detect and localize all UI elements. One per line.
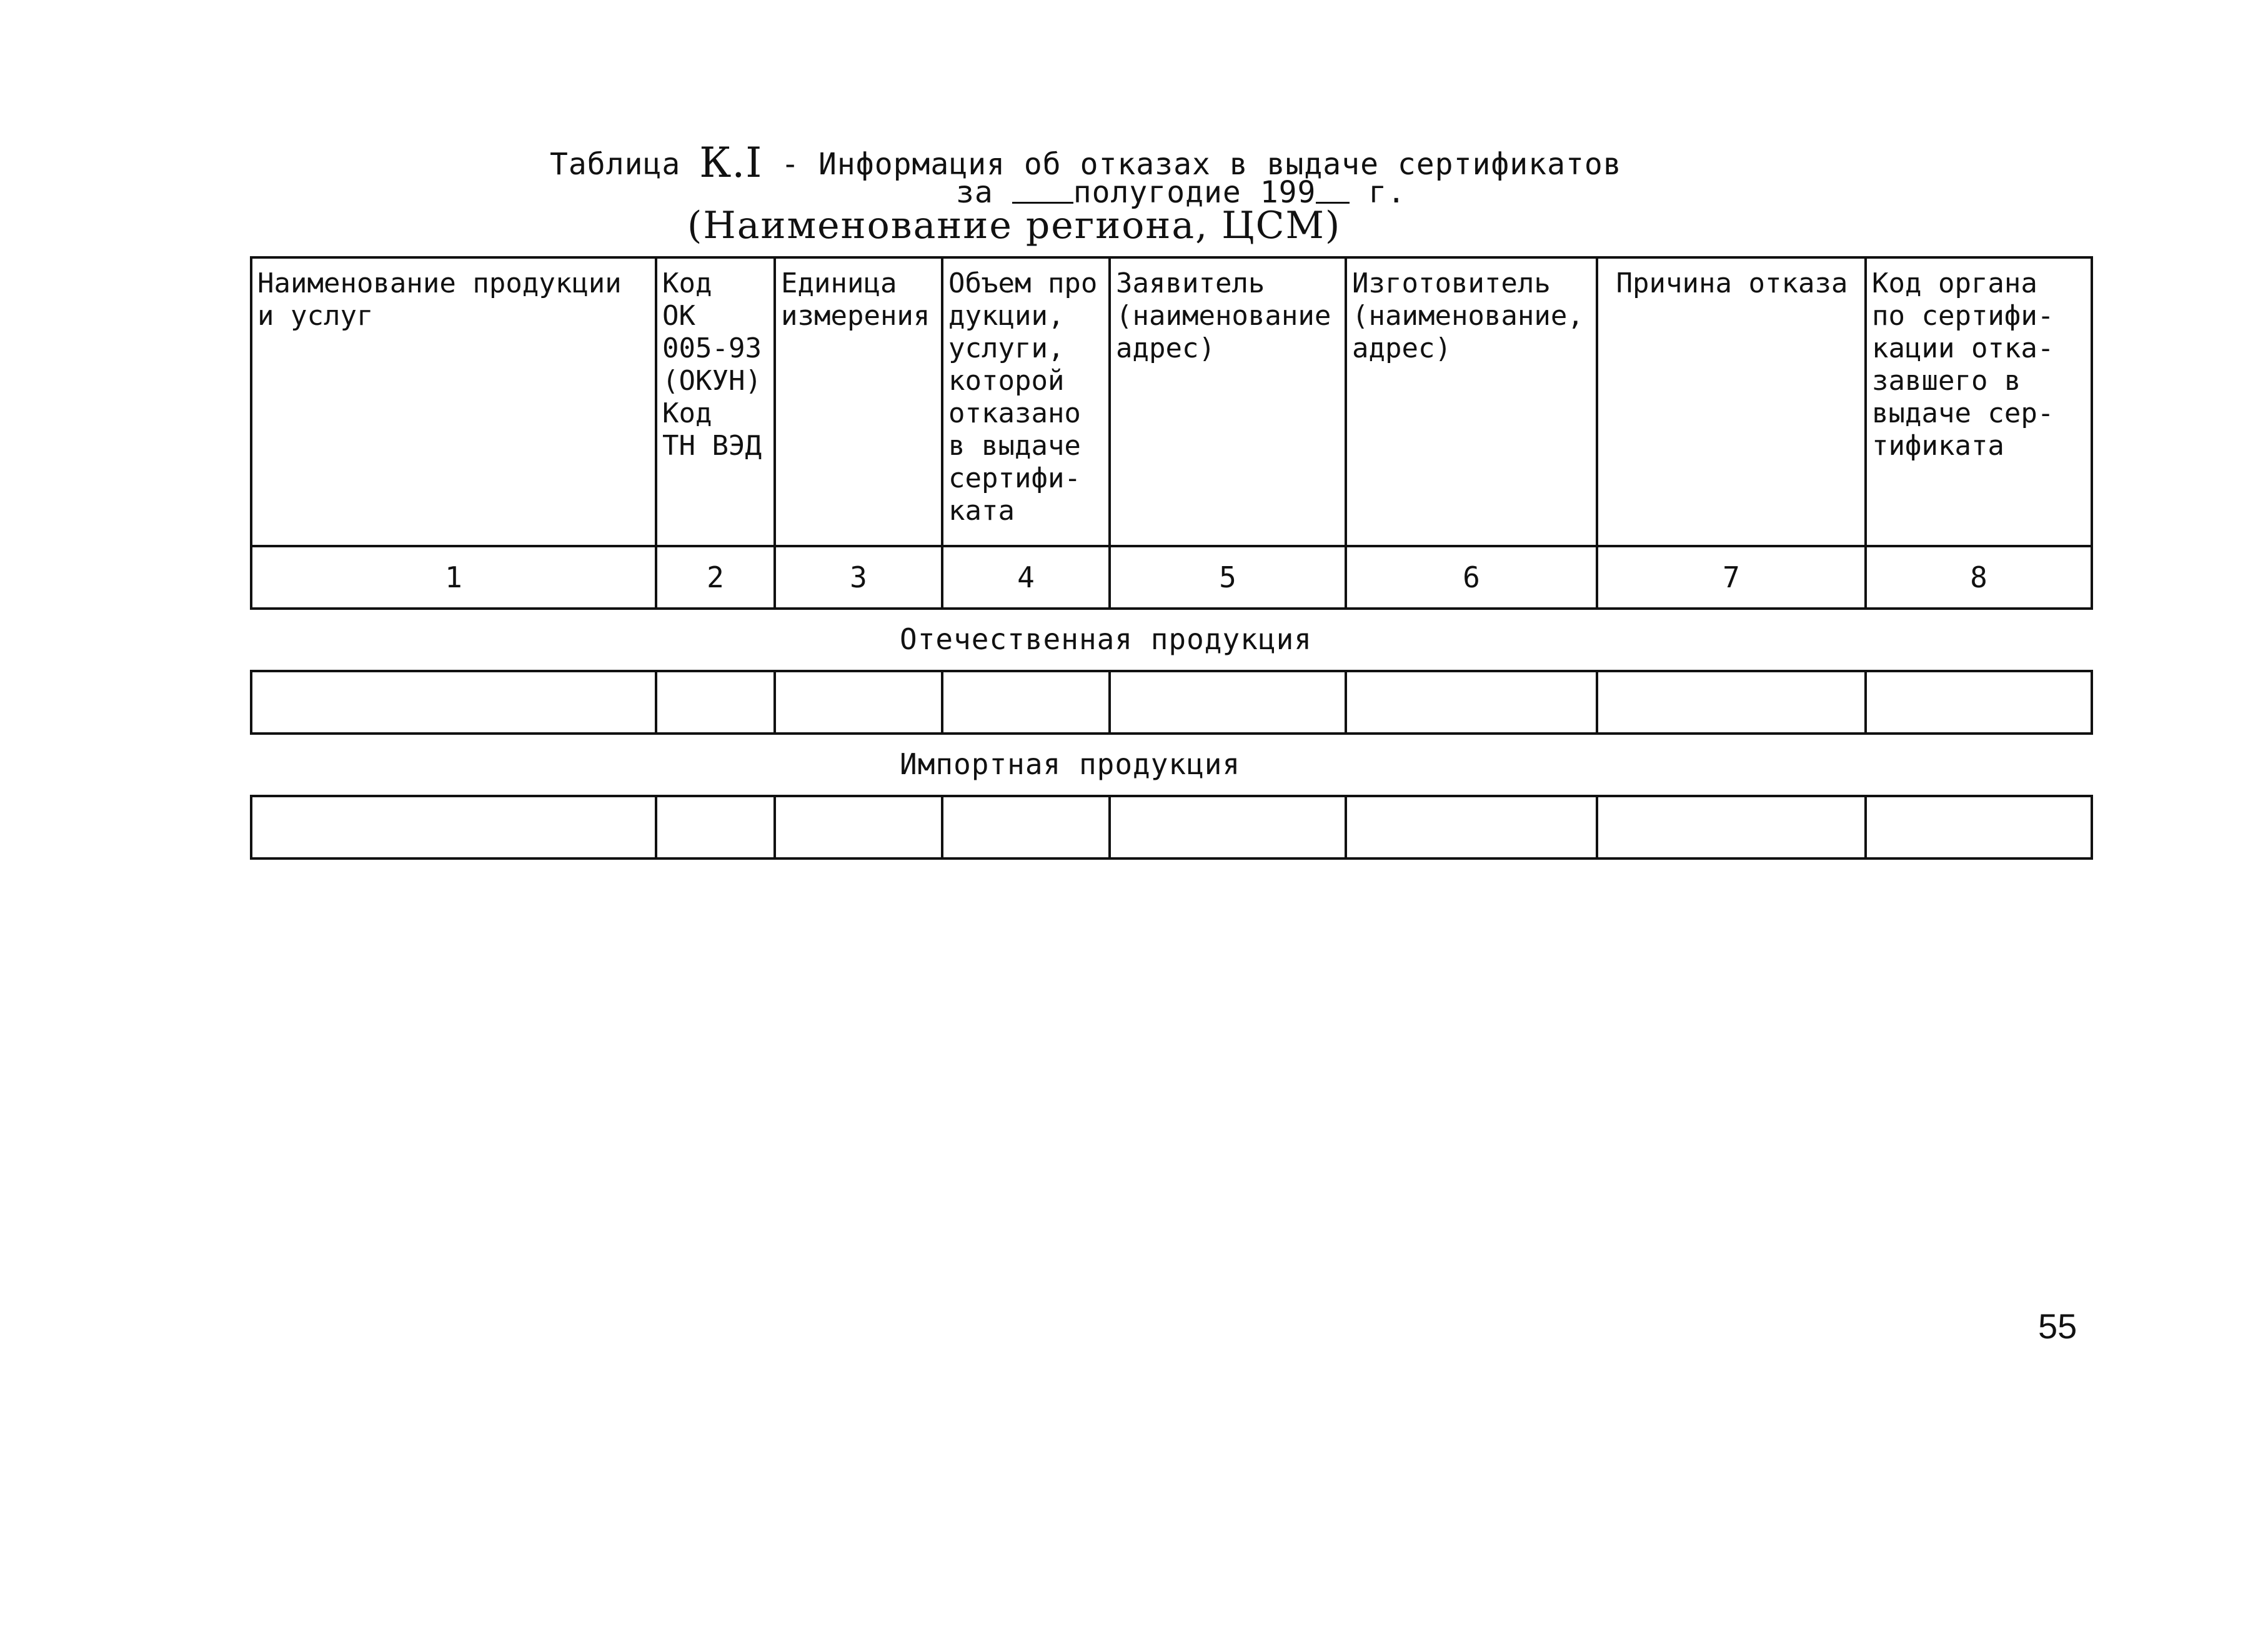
- header-unit: Единица измерения: [781, 267, 930, 332]
- empty-cell: [251, 796, 656, 858]
- title-text: - Информация об отказах в выдаче сертификатов: [762, 147, 1622, 182]
- domestic-products-table: [250, 670, 2093, 735]
- empty-cell: [1597, 796, 1866, 858]
- header-code: Код ОК 005-93 (ОКУН) Код ТН ВЭД: [662, 267, 762, 462]
- half-year-blank: [1012, 177, 1073, 204]
- header-manufacturer: Изготовитель (наименование, адрес): [1352, 267, 1584, 364]
- header-cell-code: [656, 257, 775, 546]
- empty-cell: [1346, 671, 1597, 734]
- empty-cell: [775, 796, 942, 858]
- empty-cell: [1866, 796, 2092, 858]
- empty-cell: [1597, 671, 1866, 734]
- column-number: 1: [251, 546, 656, 609]
- header-applicant: Заявитель (наименование адрес): [1116, 267, 1331, 364]
- header-cell-manufacturer: [1346, 257, 1597, 546]
- region-caption: (Наименование региона, ЦСМ): [687, 204, 1341, 247]
- empty-cell: [1110, 796, 1346, 858]
- header-reason: Причина отказа: [1616, 267, 1848, 299]
- header-cell-reason: [1597, 257, 1866, 546]
- header-volume: Объем про дукции, услуги, которой отказано в выдаче сертифи- ката: [948, 267, 1098, 527]
- empty-cell: [656, 796, 775, 858]
- refusals-table-header: [250, 256, 2093, 610]
- column-number: 3: [775, 546, 942, 609]
- empty-cell: [942, 796, 1110, 858]
- column-number: 6: [1346, 546, 1597, 609]
- import-products-table: [250, 795, 2093, 860]
- empty-cell: [1866, 671, 2092, 734]
- table-row: [251, 671, 2092, 734]
- table-number: К.I: [699, 139, 763, 187]
- header-cell-volume: [942, 257, 1110, 546]
- header-cell-product-name: [251, 257, 656, 546]
- header-row: [251, 257, 2092, 546]
- year-blank: [1316, 177, 1350, 204]
- column-number: 4: [942, 546, 1110, 609]
- empty-cell: [1346, 796, 1597, 858]
- empty-cell: [942, 671, 1110, 734]
- column-number: 2: [656, 546, 775, 609]
- empty-cell: [656, 671, 775, 734]
- header-certification-body: Код органа по сертифи- кации отка- завшего в выдаче сер- тификата: [1872, 267, 2054, 462]
- period-prefix: за: [956, 175, 1012, 210]
- section-label-domestic: Отечественная продукция: [900, 622, 1312, 656]
- period-middle: полугодие 199: [1073, 175, 1316, 210]
- period-suffix: г.: [1350, 175, 1406, 210]
- title-prefix: Таблица: [550, 147, 700, 182]
- page-number: 55: [2038, 1306, 2077, 1346]
- header-cell-applicant: [1110, 257, 1346, 546]
- section-label-import: Импортная продукция: [900, 747, 1241, 781]
- column-number-row: [251, 546, 2092, 609]
- empty-cell: [775, 671, 942, 734]
- column-number: 7: [1597, 546, 1866, 609]
- header-product-name: Наименование продукции и услуг: [257, 267, 622, 332]
- column-number: 5: [1110, 546, 1346, 609]
- empty-cell: [251, 671, 656, 734]
- header-cell-certification-body: [1866, 257, 2092, 546]
- header-cell-unit: [775, 257, 942, 546]
- column-number: 8: [1866, 546, 2092, 609]
- table-row: [251, 796, 2092, 858]
- empty-cell: [1110, 671, 1346, 734]
